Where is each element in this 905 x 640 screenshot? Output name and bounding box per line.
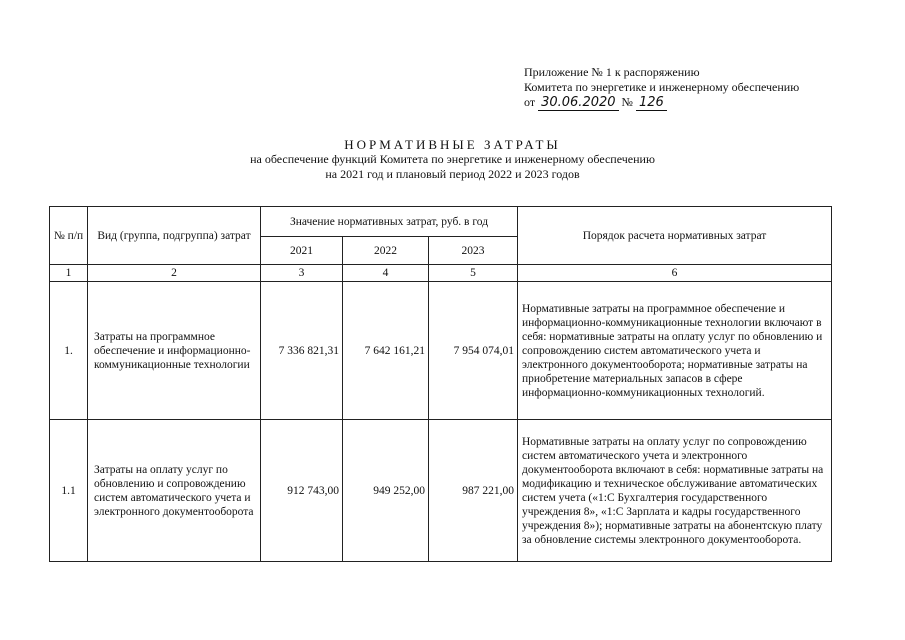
appendix-line-3 xyxy=(524,95,799,111)
header-type: Вид (группа, подгруппа) затрат xyxy=(88,207,261,265)
row-procedure: Нормативные затраты на оплату услуг по сопровождению систем автоматического учета и электронного документооборота включают в себя: нормативные затраты на модификацию и техническое обслуживание автоматических систем учета («1:С Бухгалтерия государственного учреждения 8», «1:С Зарплата и кадры государственного учреждения 8»); нормативные затраты на абонентскую плату за обновление системы электронного документооборота. xyxy=(518,420,832,562)
from-label: от xyxy=(524,95,536,109)
document-title xyxy=(0,137,905,182)
header-num: № п/п xyxy=(50,207,88,265)
col-number: 3 xyxy=(261,265,343,282)
row-name: Затраты на программное обеспечение и информационно-коммуникационные технологии xyxy=(88,282,261,420)
row-value-2021: 7 336 821,31 xyxy=(261,282,343,420)
title-main: НОРМАТИВНЫЕ ЗАТРАТЫ xyxy=(344,137,561,152)
table-row xyxy=(50,420,832,562)
appendix-line-1: Приложение № 1 к распоряжению xyxy=(524,65,700,79)
header-value: Значение нормативных затрат, руб. в год xyxy=(261,207,518,237)
header-year-2022: 2022 xyxy=(343,237,429,265)
row-num: 1.1 xyxy=(50,420,88,562)
header-procedure: Порядок расчета нормативных затрат xyxy=(518,207,832,265)
header-year-2021: 2021 xyxy=(261,237,343,265)
handwritten-number: 126 xyxy=(636,96,667,111)
title-subtitle-2: на 2021 год и плановый период 2022 и 2023 годов xyxy=(325,167,580,181)
table-row xyxy=(50,282,832,420)
row-value-2021: 912 743,00 xyxy=(261,420,343,562)
appendix-note xyxy=(524,65,799,111)
row-value-2022: 949 252,00 xyxy=(343,420,429,562)
col-number: 2 xyxy=(88,265,261,282)
row-value-2022: 7 642 161,21 xyxy=(343,282,429,420)
title-subtitle-1: на обеспечение функций Комитета по энергетике и инженерному обеспечению xyxy=(250,152,655,166)
header-year-2023: 2023 xyxy=(429,237,518,265)
handwritten-date: 30.06.2020 xyxy=(538,96,618,111)
row-num: 1. xyxy=(50,282,88,420)
appendix-line-2: Комитета по энергетике и инженерному обеспечению xyxy=(524,80,800,94)
column-number-row xyxy=(50,265,832,282)
col-number: 6 xyxy=(518,265,832,282)
row-name: Затраты на оплату услуг по обновлению и сопровождению систем автоматического учета и электронного документооборота xyxy=(88,420,261,562)
col-number: 1 xyxy=(50,265,88,282)
row-procedure: Нормативные затраты на программное обеспечение и информационно-коммуникационные технологии включают в себя: нормативные затраты на оплату услуг по обновлению и сопровождению систем автоматического учета и электронного документооборота; нормативные затраты на приобретение материальных запасов в сфере информационно-коммуникационных технологий. xyxy=(518,282,832,420)
row-value-2023: 987 221,00 xyxy=(429,420,518,562)
number-label: № xyxy=(621,95,633,109)
costs-table xyxy=(49,206,832,562)
row-value-2023: 7 954 074,01 xyxy=(429,282,518,420)
col-number: 5 xyxy=(429,265,518,282)
col-number: 4 xyxy=(343,265,429,282)
